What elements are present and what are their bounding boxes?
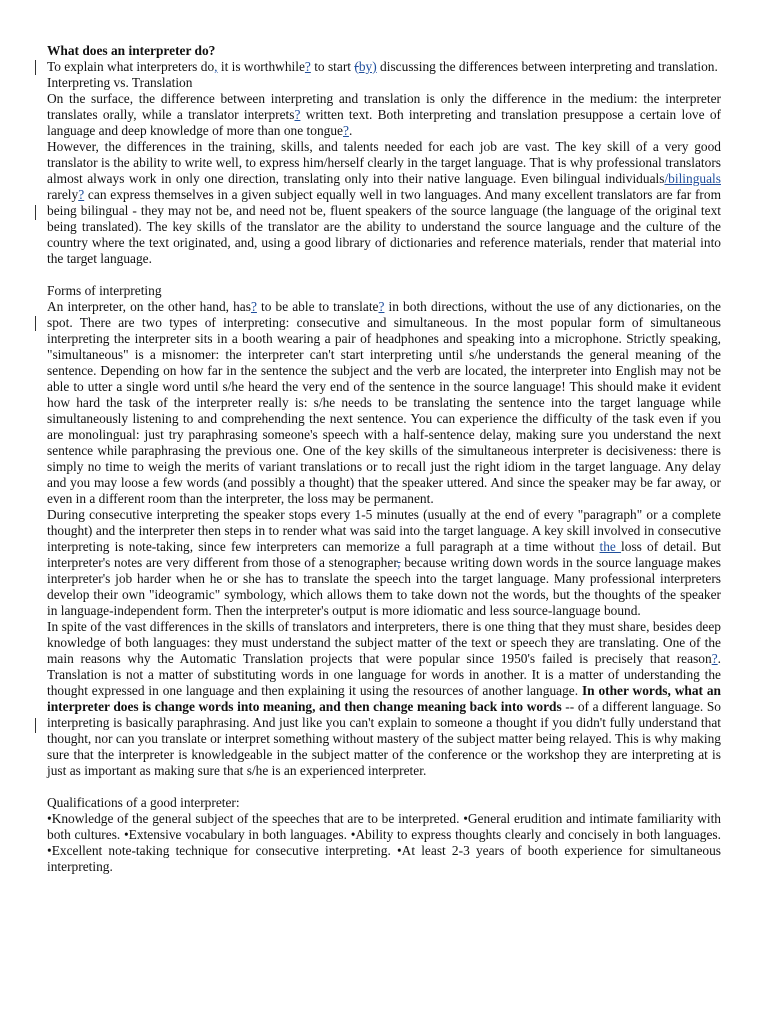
revision-mark[interactable]: ? xyxy=(304,59,311,74)
inserted-text[interactable]: the xyxy=(599,539,622,554)
section-heading: Forms of interpreting xyxy=(47,283,162,298)
revision-mark[interactable]: ? xyxy=(294,107,301,122)
inserted-text[interactable]: by) xyxy=(358,59,377,74)
text-run: . xyxy=(348,123,353,138)
text-run: In spite of the vast differences in the skills of translators and interpreters, there is one thing that they must share, besides deep knowledge of both languages: they must understand the subject matter of the text or speech they are translating. One of the main reasons why the Automatic Translation projects that were popular since 1950's failed is precisely that reason xyxy=(47,619,721,666)
revision-mark[interactable]: ? xyxy=(78,187,85,202)
qualifications-paragraph: •Knowledge of the general subject of the speeches that are to be interpreted. •General erudition and intimate familiarity with both cultures. •Extensive vocabulary in both languages. •Ability to express thoughts clearly and concisely in both languages. •Excellent note-taking technique for consecutive interpreting. •At least 2-3 years of booth experience for simultaneous interpreting. xyxy=(47,811,721,874)
bold-text: In other words, what an interpreter does is change words into meaning, and then change meaning back into words xyxy=(47,683,721,714)
paragraph xyxy=(47,619,721,779)
document-body xyxy=(47,43,721,875)
paragraph xyxy=(47,139,721,267)
text-run: However, the differences in the training, skills, and talents needed for each job are vast. The key skill of a very good translator is the ability to write well, to express him/herself clearly in the target language. That is why professional translators almost always work in only one direction, translating only into their native language. Even bilingual individuals xyxy=(47,139,721,186)
text-run: -- of a different language. So interpreting is basically paraphrasing. And just like you can't explain to someone a thought if you didn't fully understand that thought, nor can you translate or interpret something without mastery of the subject matter being relayed. This is why making sure that the interpreter is knowledgeable in the subject matter of the conference or the workshop they are interpreting at is just as important as making sure that s/he is an experienced interpreter. xyxy=(47,699,721,778)
text-run: An interpreter, on the other hand, has xyxy=(47,299,251,314)
deleted-text[interactable]: ( xyxy=(354,59,359,74)
change-bar xyxy=(35,718,36,733)
change-bar xyxy=(35,205,36,220)
text-run: loss of detail. But interpreter's notes are very different from those of a stenographer xyxy=(47,539,721,570)
text-run: in both directions, without the use of any dictionaries, on the spot. There are two types of interpreting: consecutive and simultaneous. In the most popular form of simultaneous interpreting the interpreter sits in a booth wearing a pair of headphones and speaking into a microphone. Strictly speaking, "simultaneous" is a misnomer: the interpreter can't start interpreting until s/he understands the general meaning of the sentence. Depending on how far in the sentence the subject and the verb are located, the interpreter into English may not be able to utter a single word until s/he heard the very end of the sentence in the source language! This should make it evident how hard the task of the interpreter really is: s/he needs to be translating the sentence into the target language while simultaneously listening to and comprehending the next sentence. You can experience the difficulty of the task even if you are monolingual: just try paraphrasing someone's speech with a half-sentence delay, making sure you understand the next sentence while paraphrasing the previous one. One of the key skills of the simultaneous interpreter is decisiveness: there is simply no time to weigh the merits of variant translations or to recall just the right idiom in the target language. Any delay and you may loose a few words (and possibly a thought) that the speaker uttered. And since the speaker may be far away, or even in a different room than the interpreter, the loss may be permanent. xyxy=(47,299,721,506)
text-run: it is worthwhile xyxy=(217,59,305,74)
paragraph xyxy=(47,91,721,139)
text-run: to be able to translate xyxy=(256,299,379,314)
text-run: During consecutive interpreting the speaker stops every 1-5 minutes (usually at the end of every "paragraph" or a complete thought) and the interpreter then steps in to render what was said into the target language. A key skill involved in consecutive interpreting is note-taking, since few interpreters can memorize a full paragraph at a time without xyxy=(47,507,721,554)
text-run: discussing the differences between interpreting and translation. xyxy=(376,59,718,74)
text-run: written text. Both interpreting and translation presuppose a certain love of language and deep knowledge of more than one tongue xyxy=(47,107,721,138)
revision-mark[interactable]: , xyxy=(214,59,218,74)
revision-mark[interactable]: ? xyxy=(342,123,349,138)
deleted-text[interactable]: , xyxy=(397,555,401,570)
paragraph xyxy=(47,299,721,507)
text-run: rarely xyxy=(47,187,79,202)
document-title: What does an interpreter do? xyxy=(47,43,216,58)
change-bar xyxy=(35,60,36,75)
change-bar xyxy=(35,316,36,331)
text-run: . Translation is not a matter of substituting words in one language for words in another. It is a matter of understanding the thought expressed in one language and then explaining it using the resources of another language. xyxy=(47,651,721,698)
revision-mark[interactable]: ? xyxy=(711,651,718,666)
blank-line xyxy=(47,267,721,283)
revision-mark[interactable]: ? xyxy=(378,299,385,314)
paragraph xyxy=(47,507,721,619)
text-run: can express themselves in a given subject equally well in two languages. And many excellent translators are far from being bilingual - they may not be, and need not be, fluent speakers of the source language (the language of the original text being translated). The key skills of the translator are the ability to understand the source language and the culture of the country where the text originated, and, using a good library of dictionaries and reference materials, render that material into the target language. xyxy=(47,187,721,266)
inserted-text[interactable]: /bilinguals xyxy=(664,171,721,186)
intro-paragraph xyxy=(47,59,721,75)
revision-mark[interactable]: ? xyxy=(250,299,257,314)
section-heading: Qualifications of a good interpreter: xyxy=(47,795,240,810)
text-run: On the surface, the difference between interpreting and translation is only the difference in the medium: the interpreter translates orally, while a translator interprets xyxy=(47,91,721,122)
text-run: To explain what interpreters do xyxy=(47,59,215,74)
section-heading: Interpreting vs. Translation xyxy=(47,75,193,90)
text-run: because writing down words in the source language makes interpreter's job harder when he or she has to translate the speech into the target language. Many professional interpreters develop their own "ideogramic" symbology, which allows them to take down not the words, but the thoughts of the speaker in language-independent form. Then the interpreter's output is more idiomatic and less source-language bound. xyxy=(47,555,721,618)
blank-line xyxy=(47,779,721,795)
text-run: to start xyxy=(310,59,355,74)
